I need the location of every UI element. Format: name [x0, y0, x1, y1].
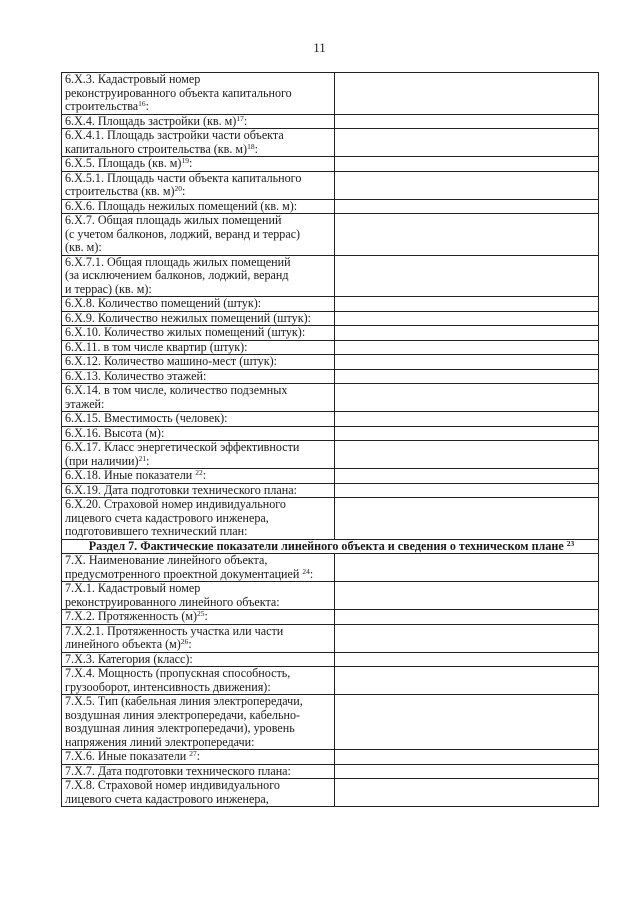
field-label — [62, 73, 335, 115]
field-value[interactable] — [335, 369, 599, 384]
label-suffix: : — [146, 453, 150, 468]
label-line: 7.Х. Наименование линейного объекта, — [65, 553, 268, 567]
field-value[interactable] — [335, 412, 599, 427]
label-line: линейного объекта (м) — [65, 637, 181, 651]
label-suffix: : — [196, 749, 201, 763]
label-line: подготовившего технический план: — [65, 524, 248, 538]
field-label — [62, 426, 335, 441]
label-suffix: : — [243, 114, 248, 128]
field-value[interactable] — [335, 384, 599, 412]
field-value[interactable] — [335, 171, 599, 199]
field-value[interactable] — [335, 129, 599, 157]
field-value[interactable] — [335, 199, 599, 214]
table-row — [62, 750, 599, 765]
table-row — [62, 73, 599, 115]
label-line: 6.Х.20. Страховой номер индивидуального — [65, 497, 286, 511]
label-line: 7.Х.7. Дата подготовки технического плана: — [65, 764, 291, 778]
table-row — [62, 114, 599, 129]
label-line: строительства (кв. м) — [65, 184, 175, 198]
label-line: 6.Х.4. Площадь застройки (кв. м) — [65, 114, 237, 128]
field-label — [62, 667, 335, 695]
section-header-row — [62, 539, 599, 554]
footnote-ref: 17 — [236, 114, 244, 123]
field-value[interactable] — [335, 582, 599, 610]
table-row — [62, 171, 599, 199]
field-label — [62, 779, 335, 807]
label-line: 7.Х.6. Иные показатели — [65, 749, 190, 763]
label-suffix: : — [204, 609, 208, 623]
field-label — [62, 311, 335, 326]
field-value[interactable] — [335, 157, 599, 172]
field-label — [62, 498, 335, 540]
field-label — [62, 624, 335, 652]
field-label — [62, 441, 335, 469]
page-number: 11 — [313, 40, 326, 55]
table-row — [62, 326, 599, 341]
table-row — [62, 610, 599, 625]
field-value[interactable] — [335, 311, 599, 326]
field-label — [62, 326, 335, 341]
label-suffix: : — [145, 99, 150, 113]
table-row — [62, 554, 599, 582]
table-row — [62, 469, 599, 484]
field-label — [62, 412, 335, 427]
label-line: предусмотренного проектной документацией — [65, 566, 303, 581]
label-line: воздушная линия электропередачи, кабельно- — [65, 707, 301, 722]
table-row — [62, 355, 599, 370]
section-heading — [62, 539, 599, 554]
field-value[interactable] — [335, 426, 599, 441]
label-line: (с учетом балконов, лоджий, веранд и террас) — [65, 226, 301, 241]
table-row — [62, 214, 599, 256]
table-row — [62, 255, 599, 297]
field-label — [62, 582, 335, 610]
label-line: 6.Х.8. Количество помещений (штук): — [65, 296, 262, 310]
label-line: 6.Х.12. Количество машино-мест (штук): — [65, 354, 277, 368]
table-row — [62, 498, 599, 540]
table-row — [62, 384, 599, 412]
label-line: 7.Х.4. Мощность (пропускная способность, — [65, 666, 291, 680]
table-row — [62, 157, 599, 172]
footnote-ref: 23 — [566, 539, 575, 548]
footnote-ref: 16 — [138, 99, 146, 108]
label-line: 6.Х.4.1. Площадь застройки части объекта — [65, 128, 284, 142]
table-row — [62, 779, 599, 807]
field-value[interactable] — [335, 764, 599, 779]
footnote-ref: 22 — [195, 468, 203, 477]
label-line: 6.Х.13. Количество этажей: — [65, 369, 207, 383]
label-line: 6.Х.7. Общая площадь жилых помещений — [65, 213, 282, 227]
label-line: лицевого счета кадастрового инженера, — [65, 791, 269, 806]
label-line: 7.Х.1. Кадастровый номер — [65, 581, 201, 595]
field-value[interactable] — [335, 779, 599, 807]
table-row — [62, 764, 599, 779]
field-value[interactable] — [335, 355, 599, 370]
field-value[interactable] — [335, 498, 599, 540]
footnote-ref: 24 — [302, 566, 310, 576]
label-line: (за исключением балконов, лоджий, веранд — [65, 268, 289, 282]
form-table-body — [62, 73, 599, 807]
field-value[interactable] — [335, 114, 599, 129]
label-line: (кв. м): — [65, 240, 102, 254]
table-row — [62, 652, 599, 667]
field-value[interactable] — [335, 667, 599, 695]
field-value[interactable] — [335, 652, 599, 667]
field-label — [62, 483, 335, 498]
field-label — [62, 114, 335, 129]
field-value[interactable] — [335, 483, 599, 498]
label-line: 6.Х.14. в том числе, количество подземных — [65, 383, 288, 397]
table-row — [62, 311, 599, 326]
field-label — [62, 652, 335, 667]
field-label — [62, 214, 335, 256]
table-row — [62, 582, 599, 610]
field-value[interactable] — [335, 469, 599, 484]
label-line: 7.Х.5. Тип (кабельная линия электропередачи, — [65, 694, 303, 708]
table-row — [62, 369, 599, 384]
table-row — [62, 667, 599, 695]
field-label — [62, 157, 335, 172]
label-line: 6.Х.16. Высота (м): — [65, 426, 165, 440]
label-line: напряжения линий электропередачи: — [65, 734, 255, 749]
field-label — [62, 129, 335, 157]
field-label — [62, 554, 335, 582]
label-line: этажей: — [65, 396, 105, 411]
field-value[interactable] — [335, 73, 599, 115]
label-suffix: : — [188, 637, 192, 651]
footnote-ref: 27 — [189, 749, 197, 758]
field-value[interactable] — [335, 441, 599, 469]
table-row — [62, 441, 599, 469]
field-value[interactable] — [335, 214, 599, 256]
field-label — [62, 469, 335, 484]
label-line: (при наличии) — [65, 453, 139, 468]
label-line: 6.Х.10. Количество жилых помещений (штук): — [65, 325, 306, 339]
field-label — [62, 255, 335, 297]
label-line: грузооборот, интенсивность движения): — [65, 679, 271, 694]
footnote-ref: 21 — [138, 453, 147, 463]
footnote-ref: 18 — [247, 141, 255, 151]
field-label — [62, 695, 335, 750]
field-label — [62, 340, 335, 355]
field-value[interactable] — [335, 326, 599, 341]
label-line: 7.Х.8. Страховой номер индивидуального — [65, 778, 280, 792]
field-value[interactable] — [335, 610, 599, 625]
field-value[interactable] — [335, 297, 599, 312]
label-line: реконструированного линейного объекта: — [65, 594, 280, 609]
label-line: и террас) (кв. м): — [65, 281, 152, 296]
field-value[interactable] — [335, 624, 599, 652]
footnote-ref: 19 — [181, 156, 189, 165]
footnote-ref: 26 — [180, 637, 189, 646]
label-line: капитального строительства (кв. м) — [65, 141, 248, 156]
field-label — [62, 199, 335, 214]
label-suffix: : — [254, 141, 258, 156]
table-row — [62, 624, 599, 652]
label-line: 7.Х.2.1. Протяженность участка или части — [65, 624, 284, 638]
label-line: 6.Х.5.1. Площадь части объекта капитального — [65, 171, 302, 185]
label-line: Раздел 7. Фактические показатели линейного объекта и сведения о техническом плане — [88, 539, 567, 553]
table-row — [62, 129, 599, 157]
label-line: 6.Х.9. Количество нежилых помещений (штук): — [65, 311, 311, 325]
label-line: 7.Х.3. Категория (класс): — [65, 652, 193, 666]
label-line: 6.Х.15. Вместимость (человек): — [65, 411, 228, 425]
label-line: 6.Х.18. Иные показатели — [65, 468, 196, 482]
field-label — [62, 764, 335, 779]
label-suffix: : — [182, 184, 186, 198]
label-line: 6.Х.11. в том числе квартир (штук): — [65, 340, 248, 354]
field-label — [62, 750, 335, 765]
table-row — [62, 426, 599, 441]
table-row — [62, 483, 599, 498]
label-suffix: : — [188, 156, 193, 170]
label-line: строительства — [65, 99, 139, 113]
label-line: реконструированного объекта капитального — [65, 85, 292, 100]
label-line: 6.Х.7.1. Общая площадь жилых помещений — [65, 255, 291, 269]
table-row — [62, 199, 599, 214]
footnote-ref: 25 — [197, 609, 205, 618]
label-line: 7.Х.2. Протяженность (м) — [65, 609, 198, 623]
label-line: 6.Х.6. Площадь нежилых помещений (кв. м): — [65, 199, 298, 213]
field-value[interactable] — [335, 554, 599, 582]
label-line: 6.Х.5. Площадь (кв. м) — [65, 156, 182, 170]
footnote-ref: 20 — [174, 184, 183, 193]
label-line: лицевого счета кадастрового инженера, — [65, 510, 269, 525]
field-label — [62, 171, 335, 199]
field-value[interactable] — [335, 255, 599, 297]
label-line: воздушная линия электропередачи), уровень — [65, 721, 295, 735]
table-row — [62, 340, 599, 355]
label-suffix: : — [309, 566, 314, 581]
label-line: 6.Х.3. Кадастровый номер — [65, 72, 201, 86]
label-line: 6.Х.17. Класс энергетической эффективности — [65, 440, 300, 454]
table-row — [62, 695, 599, 750]
label-line: 6.Х.19. Дата подготовки технического плана: — [65, 483, 297, 497]
label-suffix: : — [202, 468, 207, 482]
field-value[interactable] — [335, 750, 599, 765]
field-label — [62, 355, 335, 370]
table-row — [62, 412, 599, 427]
field-label — [62, 369, 335, 384]
field-value[interactable] — [335, 340, 599, 355]
field-label — [62, 384, 335, 412]
field-label — [62, 610, 335, 625]
field-label — [62, 297, 335, 312]
table-row — [62, 297, 599, 312]
form-table — [61, 72, 599, 807]
field-value[interactable] — [335, 695, 599, 750]
